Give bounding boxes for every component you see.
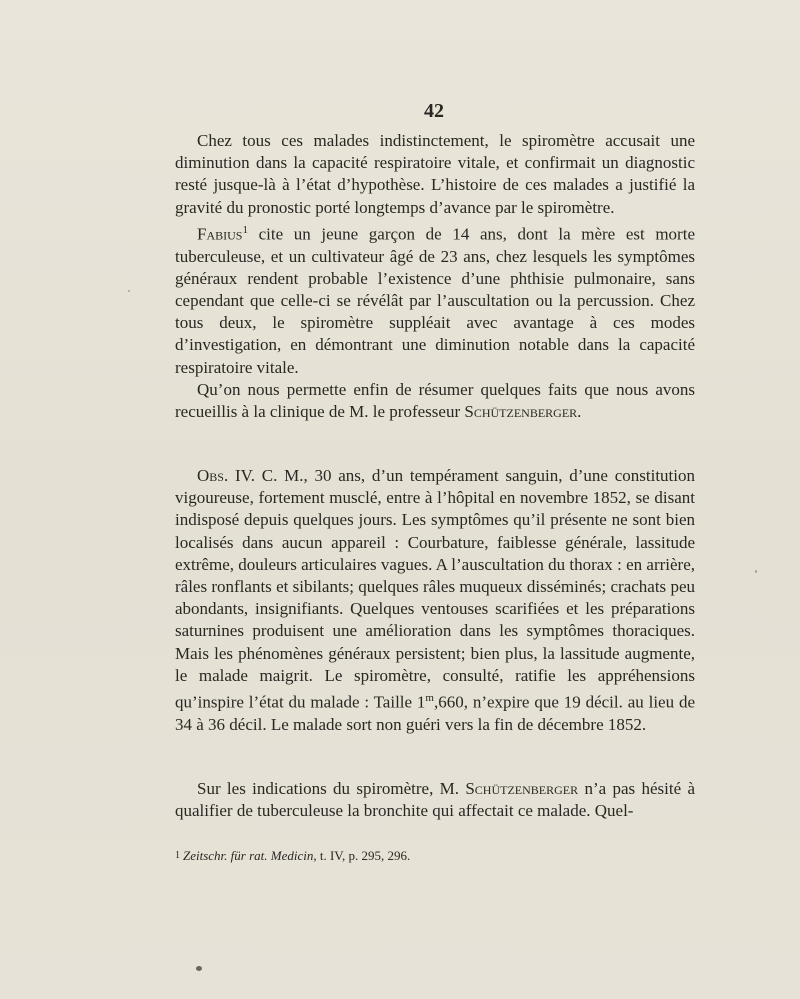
paragraph-5-end: n’a pas hésité à qualifier de tuberculeuse la bronchite qui affectait ce malade. Quel- — [175, 779, 695, 821]
observation-text-1: . IV. C. M., 30 ans, d’un tempérament sanguin, d’une constitution vigoureuse, fortement musclé, entre à l’hôpital en novembre 1852, se disant indisposé depuis quelques jours. Les symptômes qu’il présente ne sont bien localisés dans aucun appareil : Courbature, faiblesse générale, lassitude extrême, douleurs articulaires vagues. A l’auscultation du thorax : en arrière, râles ronflants et sibilants; quelques râles muqueux disséminés; crachats peu abondants, insignifiants. Quelques ventouses scarifiées et les préparations saturnines produisent une amélioration dans les symptômes thoraciques. Mais les phénomènes généraux persistent; bien plus, la lassitude augmente, le malade maigrit. Le spiromètre, consulté, ratifie les appréhensions qu’inspire l’état du malade : Taille 1 — [175, 466, 695, 712]
observation-paragraph — [175, 465, 695, 736]
paragraph-5-start: Sur les indications du spiromètre, M. — [197, 779, 466, 798]
professor-name-2: Schützenberger — [465, 779, 579, 798]
footnote-source: Zeitschr. für rat. Medicin, — [183, 848, 317, 863]
observation-block — [175, 465, 695, 736]
paragraph-3-end: . — [577, 402, 582, 422]
footnote — [175, 848, 695, 864]
observation-text-2: ,660, n’expire que 19 décil. au lieu de 34 à 36 décil. Le malade sort non guéri vers la fin de décembre 1852. — [175, 692, 695, 734]
ink-speck — [128, 290, 130, 292]
paragraph-3 — [175, 379, 695, 423]
professor-name: Schützenberger — [464, 402, 578, 422]
paragraph-5 — [175, 778, 695, 822]
ink-speck — [755, 570, 757, 573]
paragraph-3-start: Qu’on nous permette enfin de résumer quelques faits que nous avons recueillis à la clinique de M. le professeur — [175, 379, 695, 422]
page-number: 42 — [424, 100, 444, 122]
footnote-details: t. IV, p. 295, 296. — [316, 848, 411, 863]
ink-speck — [196, 966, 202, 971]
author-fabius: Fabius — [197, 224, 243, 244]
main-text-bottom — [175, 778, 695, 822]
footnote-marker: 1 — [175, 850, 180, 861]
paragraph-1: Chez tous ces malades indistinctement, le spiromètre accusait une diminution dans la capacité respiratoire vitale, et confirmait un diagnostic resté jusque-là à l’état d’hypothèse. L’histoire de ces malades a justifié la gravité du pronostic porté longtemps d’avance par le spiromètre. — [175, 131, 695, 217]
observation-label: Obs — [197, 466, 224, 485]
footnote-ref: 1 — [242, 223, 248, 236]
main-text-top — [175, 130, 695, 423]
paragraph-2 — [175, 219, 695, 379]
meter-unit: m — [425, 692, 434, 705]
paragraph-2-text: cite un jeune garçon de 14 ans, dont la mère est morte tuberculeuse, et un cultivateur âgé de 23 ans, chez lesquels les symptômes généraux rendent probable l’existence d’une phthisie pulmonaire, sans cependant que celle-ci se révélât par l’auscultation ou la percussion. Chez tous deux, le spiromètre suppléait avec avantage à ces modes d’investigation, en démontrant une diminution notable dans la capacité respiratoire vitale. — [175, 224, 695, 377]
